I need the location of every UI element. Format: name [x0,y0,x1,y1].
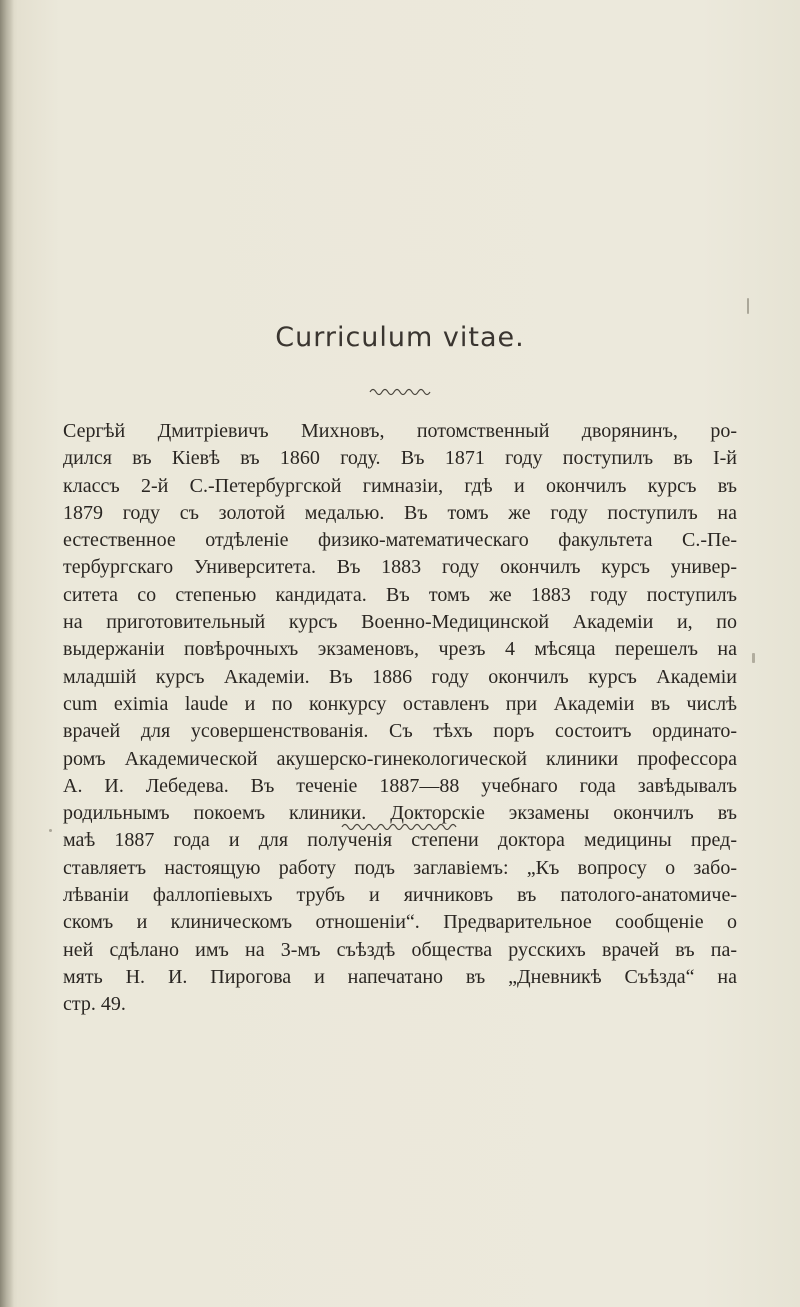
text-line: естественное отдѣленіе физико-математическаго факультета С.-Пе- [63,529,737,552]
text-line: выдержаніи повѣрочныхъ экзаменовъ, чрезъ 4 мѣсяца перешелъ на [63,638,737,661]
text-line: стр. 49. [63,993,126,1016]
text-line: мять Н. И. Пирогова и напечатано въ „Дневникѣ Съѣзда“ на [63,965,737,988]
text-line: лѣваніи фаллопіевыхъ трубъ и яичниковъ въ патолого-анатомиче- [63,884,737,907]
paper-speck [747,298,749,314]
text-line: младшій курсъ Академіи. Въ 1886 году окончилъ курсъ Академіи [63,665,737,688]
text-line: родильнымъ покоемъ клиники. Докторскіе экзамены окончилъ въ [63,802,737,825]
text-line: классъ 2-й С.-Петербургской гимназіи, гдѣ и окончилъ курсъ въ [63,474,737,497]
page-title: Curriculum vitae. [275,322,525,353]
biography-text [63,418,737,1019]
text-line: на приготовительный курсъ Военно-Медицинской Академіи и, по [63,611,737,634]
binding-shadow [0,0,14,1307]
text-line: ней сдѣлано имъ на 3-мъ съѣздѣ общества русскихъ врачей въ па- [63,938,737,961]
text-line: тербургскаго Университета. Въ 1883 году окончилъ курсъ универ- [63,556,737,579]
text-line: А. И. Лебедева. Въ теченіе 1887—88 учебнаго года завѣдывалъ [63,774,737,797]
text-line: врачей для усовершенствованія. Съ тѣхъ поръ состоитъ ординато- [63,720,737,743]
paper-speck [752,653,755,663]
text-line: 1879 году съ золотой медалью. Въ томъ же году поступилъ на [63,501,737,524]
bottom-ornament [0,818,800,836]
text-line: ситета со степенью кандидата. Въ томъ же 1883 году поступилъ [63,583,737,606]
text-line: маѣ 1887 года и для полученія степени доктора медицины пред- [63,829,737,852]
text-line: ставляетъ настоящую работу подъ заглавіемъ: „Къ вопросу о забо- [63,856,737,879]
top-ornament [0,383,800,401]
text-line: дился въ Кіевѣ въ 1860 году. Въ 1871 году поступилъ въ І-й [63,447,737,470]
text-line: ромъ Академической акушерско-гинекологической клиники профессора [63,747,737,770]
paper-speck [49,829,52,832]
text-line: скомъ и клиническомъ отношеніи“. Предварительное сообщеніе о [63,911,737,934]
text-line: Сергѣй Дмитріевичъ Михновъ, потомственный дворянинъ, ро- [63,420,737,442]
text-line: cum eximia laude и по конкурсу оставленъ при Академіи въ числѣ [63,692,737,715]
